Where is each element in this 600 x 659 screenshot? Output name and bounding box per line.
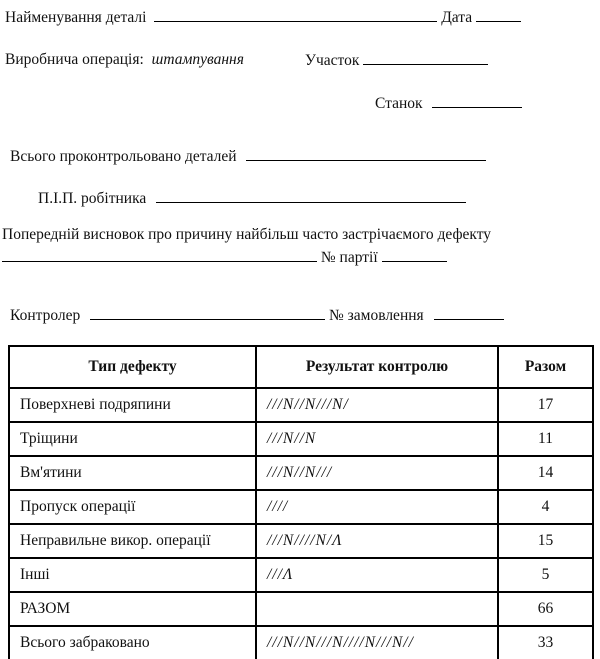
defects-table — [8, 345, 594, 659]
total-cell: 33 — [498, 626, 593, 659]
operation-value: штампування — [151, 51, 244, 68]
tally-cell: //// — [256, 490, 498, 524]
defect-type-cell: Тріщини — [9, 422, 256, 456]
controller-blank — [90, 306, 325, 320]
defect-type-cell: РАЗОМ — [9, 592, 256, 626]
controller-line — [10, 306, 504, 325]
total-cell: 17 — [498, 388, 593, 422]
section-line — [305, 51, 488, 70]
part-name-label: Найменування деталі — [5, 9, 147, 26]
defect-type-cell: Вм'ятини — [9, 456, 256, 490]
conclusion-line — [2, 226, 491, 244]
total-inspected-label: Всього проконтрольовано деталей — [10, 148, 237, 165]
control-result-header: Результат контролю — [256, 346, 498, 388]
conclusion-label: Попередній висновок про причину найбільш часто застрічаємого дефекту — [2, 226, 492, 243]
total-cell: 14 — [498, 456, 593, 490]
order-blank — [434, 306, 504, 320]
date-label: Дата — [441, 9, 473, 26]
tally-cell: ///N//N — [256, 422, 498, 456]
total-cell: 11 — [498, 422, 593, 456]
tally-cell: ///Λ — [256, 558, 498, 592]
total-cell: 66 — [498, 592, 593, 626]
table-row — [9, 490, 593, 524]
total-inspected-blank — [246, 147, 486, 161]
defect-type-header: Тип дефекту — [9, 346, 256, 388]
table-row — [9, 422, 593, 456]
tally-cell — [256, 592, 498, 626]
operation-line — [5, 51, 244, 69]
tally-cell: ///N//N///N/ — [256, 388, 498, 422]
worker-name-label: П.І.П. робітника — [38, 190, 147, 207]
machine-blank — [432, 94, 522, 108]
tally-cell: ///N//N/// — [256, 456, 498, 490]
table-row-rejected — [9, 626, 593, 659]
total-inspected-line — [10, 147, 486, 166]
defect-type-cell: Поверхневі подряпини — [9, 388, 256, 422]
table-row-total — [9, 592, 593, 626]
tally-cell: ///N//N///N////N///N// — [256, 626, 498, 659]
batch-blank — [382, 248, 447, 262]
total-cell: 5 — [498, 558, 593, 592]
date-blank — [476, 8, 521, 22]
part-name-blank — [154, 8, 437, 22]
batch-label: № партії — [320, 249, 378, 266]
worker-name-blank — [156, 189, 466, 203]
operation-label: Виробнича операція: — [5, 51, 144, 68]
total-cell: 4 — [498, 490, 593, 524]
machine-line — [375, 94, 522, 113]
table-row — [9, 388, 593, 422]
table-row — [9, 456, 593, 490]
machine-label: Станок — [375, 95, 423, 112]
worker-line — [38, 189, 466, 208]
part-name-line — [5, 8, 521, 27]
table-header-row — [9, 346, 593, 388]
defect-type-cell: Всього забраковано — [9, 626, 256, 659]
batch-line — [2, 248, 447, 267]
defect-type-cell: Неправильне викор. операції — [9, 524, 256, 558]
controller-label: Контролер — [10, 307, 81, 324]
section-label: Участок — [305, 52, 360, 69]
total-cell: 15 — [498, 524, 593, 558]
defect-type-cell: Інші — [9, 558, 256, 592]
total-header: Разом — [498, 346, 593, 388]
table-row — [9, 558, 593, 592]
section-blank — [363, 51, 488, 65]
table-row — [9, 524, 593, 558]
conclusion-blank — [2, 248, 317, 262]
tally-cell: ///N////N/Λ — [256, 524, 498, 558]
defect-type-cell: Пропуск операції — [9, 490, 256, 524]
order-label: № замовлення — [328, 307, 424, 324]
